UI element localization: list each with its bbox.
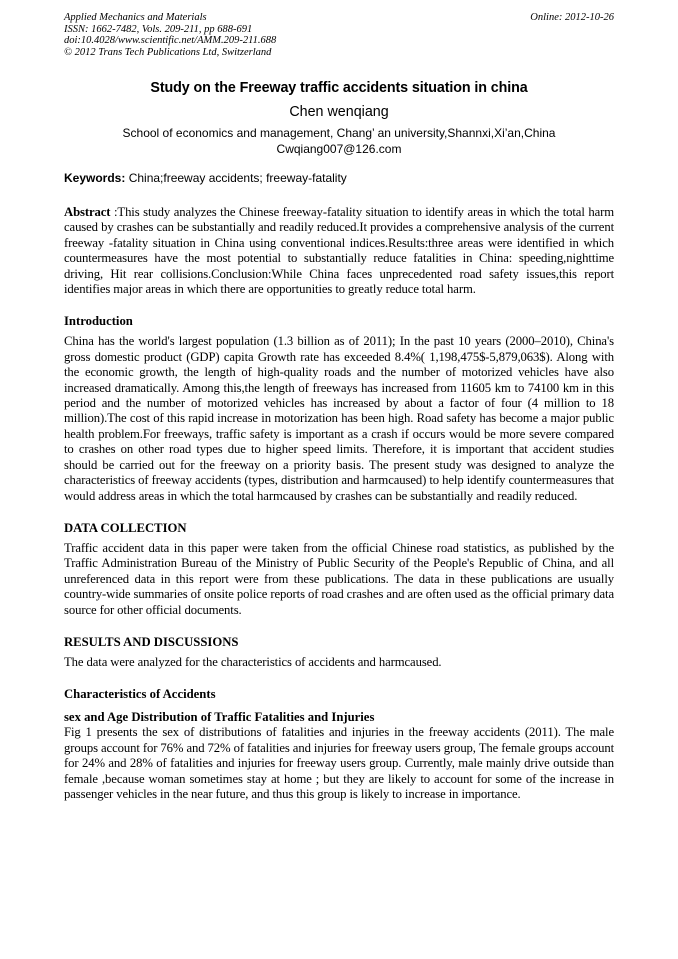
journal-name: Applied Mechanics and Materials — [64, 12, 207, 23]
abstract-label: Abstract — [64, 205, 111, 219]
introduction-heading: Introduction — [64, 314, 133, 329]
characteristics-paragraph: Fig 1 presents the sex of distributions of fatalities and injuries in the freeway accidents (2011). The male groups account for 76% and 72% of fatalities and injuries for freeway users group, The female groups account for 24% and 28% of fatalities and injuries for freeway users group. Currently, male mainly drive outside than female ,because woman sometimes stay at home ; but they are likely to account for some of the increase in passenger vehicles in the near future, and thus this group is likely to increase in importance. — [64, 725, 614, 801]
data-collection-paragraph: Traffic accident data in this paper were taken from the official Chinese road statistics, as published by the Traffic Administration Bureau of the Ministry of Public Security of the People's Republic of China, and all unreferenced data in this report were from these publications. The data in these publications are usually country-wide summaries of onsite police reports of road crashes and are often used as the official primary data source for other official documents. — [64, 540, 614, 617]
results-paragraph: The data were analyzed for the characteristics of accidents and harmcaused. — [64, 654, 442, 669]
abstract — [64, 205, 614, 297]
paper-page — [64, 12, 614, 802]
affiliation-line: School of economics and management, Chang’ an university,Shannxi,Xi’an,China — [122, 126, 556, 140]
paper-title: Study on the Freeway traffic accidents situation in china — [150, 80, 528, 96]
copyright-line: © 2012 Trans Tech Publications Ltd, Switzerland — [64, 46, 272, 58]
keywords — [64, 171, 614, 185]
results-heading: RESULTS AND DISCUSSIONS — [64, 634, 239, 649]
characteristics-heading: Characteristics of Accidents — [64, 687, 216, 702]
keywords-label: Keywords: — [64, 171, 126, 185]
journal-header — [64, 12, 614, 58]
online-date: Online: 2012-10-26 — [530, 12, 614, 23]
data-collection-heading: DATA COLLECTION — [64, 520, 187, 535]
introduction-paragraph: China has the world's largest population (1.3 billion as of 2011); In the past 10 years (2000–2010), China's gross domestic product (GDP) capita Growth rate has exceeded 8.4%( 1,198,475$-5,879,063$). Along with the economic growth, the length of high-quality roads and the number of motorized vehicles have also increased dramatically. Among this,the length of freeways has increased from 11605 km to 74100 km in this period and the number of motorized vehicles has increased by about a factor of four (4 million to 18 million).The cost of this rapid increase in motorization has been high. Road safety has become a major public health problem.For freeways, traffic safety is important as a crash if occurs would be more severe compared to crashes on other road types due to higher speed limits. Therefore, it is important that accident studies should be carried out for the freeway on a priority basis. The present study was designed to analyze the characteristics of freeway accidents (types, distribution and harmcaused) to help identify countermeasures that would address areas in which the total harmcaused by crashes can be substantially and readily reduced. — [64, 334, 614, 503]
abstract-text: :This study analyzes the Chinese freeway-fatality situation to identify areas in which the total harm caused by crashes can be substantially and readily reduced.It provides a comprehensive analysis of the current freeway -fatality situation in China using conventional indices.Results:three areas were identified in which countermeasures have the most potential to substantially reduce fatalities in China: speeding,nighttime driving, Hit rear collisions.Conclusion:While China faces unprecedented road safety issues,this report identifies major areas in which there are opportunities to greatly reduce total harm. — [64, 205, 614, 297]
doi-line: doi:10.4028/www.scientific.net/AMM.209-211.688 — [64, 35, 277, 46]
author-affiliation — [64, 126, 614, 157]
author-name: Chen wenqiang — [289, 104, 389, 120]
author-email: Cwqiang007@126.com — [276, 141, 402, 156]
sex-age-subheading: sex and Age Distribution of Traffic Fatalities and Injuries — [64, 710, 375, 725]
keywords-text: China;freeway accidents; freeway-fatality — [125, 171, 347, 185]
issn-line: ISSN: 1662-7482, Vols. 209-211, pp 688-691 — [64, 23, 253, 35]
